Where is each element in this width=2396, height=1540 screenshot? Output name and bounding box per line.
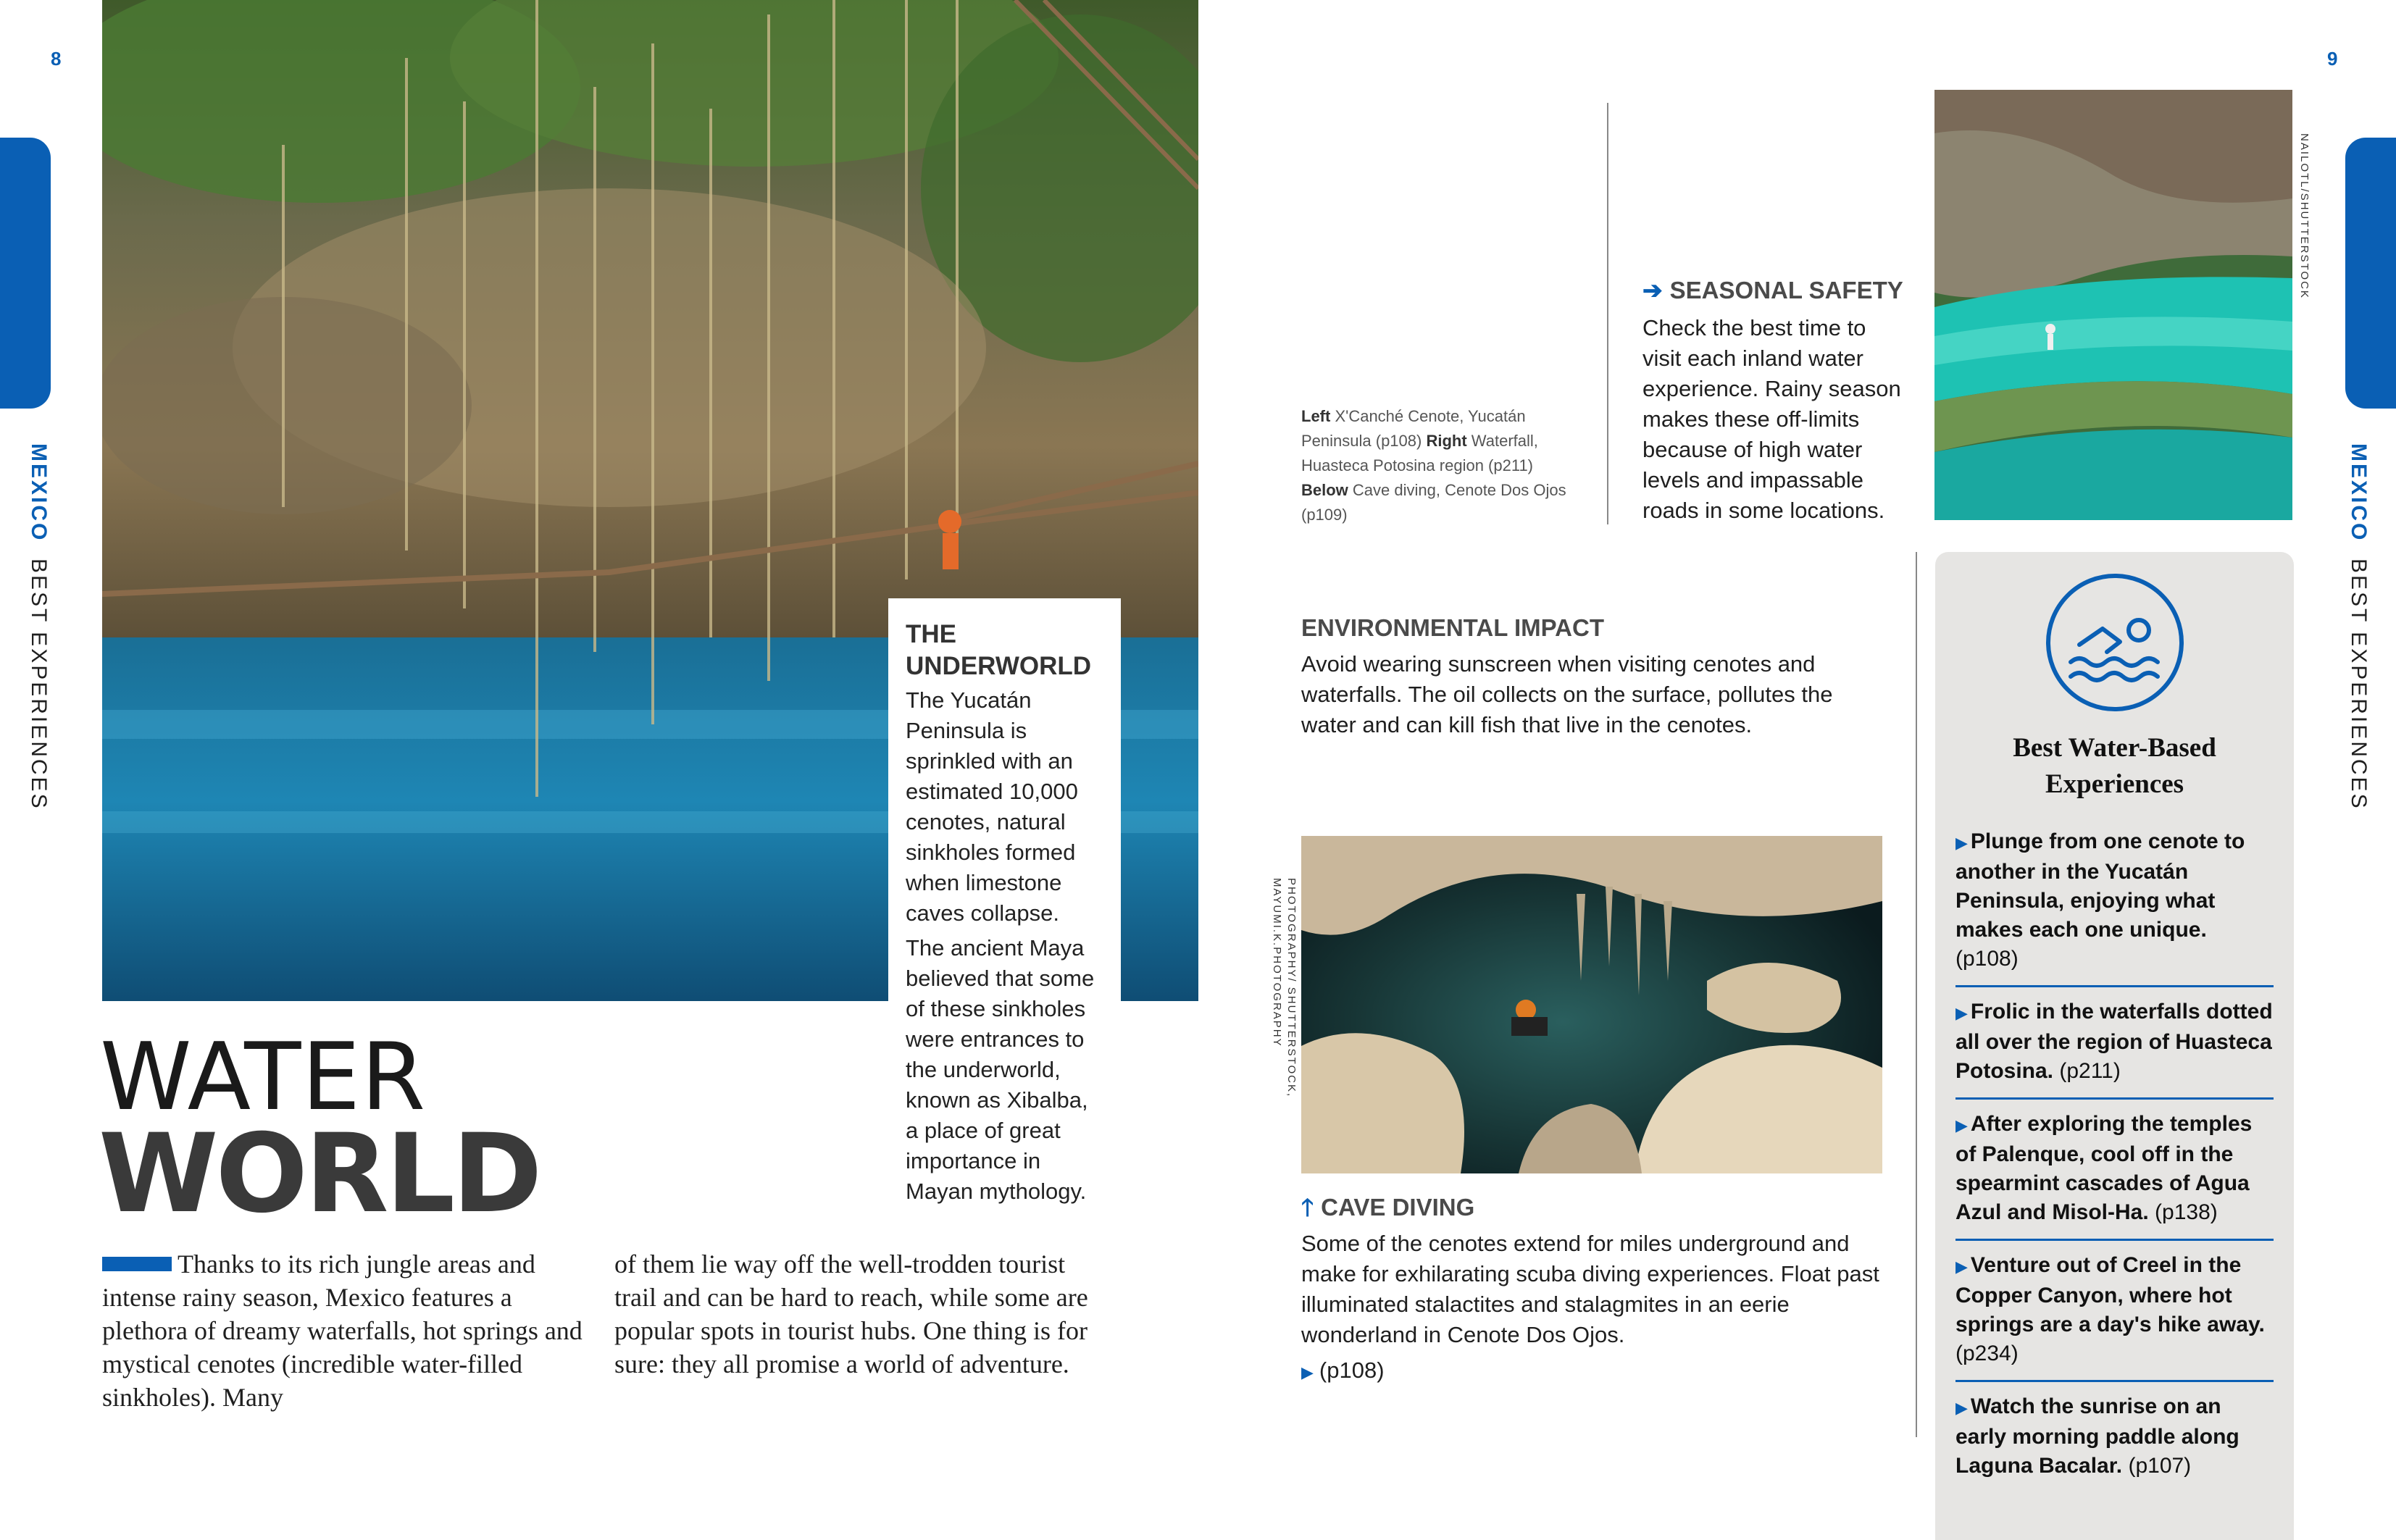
- sidebar-item-ref: (p138): [2155, 1200, 2218, 1224]
- caption-right-text: Waterfall, Huasteca Potosina region (p211): [1301, 432, 1538, 474]
- cave-diving-ref-text: (p108): [1319, 1357, 1385, 1383]
- sidebar-list-item: [1955, 1239, 2274, 1380]
- environmental-impact-title: ENVIRONMENTAL IMPACT: [1301, 614, 1604, 641]
- seasonal-safety-text: Check the best time to visit each inland water experience. Rainy season makes these off-limits because of high water levels and impassable roads in some locations.: [1642, 315, 1901, 523]
- environmental-impact-section: [1301, 613, 1881, 740]
- photo-credit-right: NAILOTL/SHUTTERSTOCK: [2298, 133, 2311, 299]
- pointer-triangle-icon: ▶: [1955, 1399, 1968, 1417]
- arrow-up-icon: 🡑: [1301, 1194, 1314, 1221]
- sidebar-item-text: Venture out of Creel in the Copper Canyon, where hot springs are a day's hike away.: [1955, 1253, 2265, 1336]
- sidebar-item-ref: (p107): [2128, 1454, 2192, 1478]
- seasonal-safety-title-text: SEASONAL SAFETY: [1669, 277, 1903, 304]
- intro-column-1: [102, 1247, 584, 1414]
- sidebar-list-item: [1955, 1097, 2274, 1239]
- intro-accent-bar: [102, 1257, 172, 1271]
- sidebar-item-ref: (p211): [2059, 1059, 2121, 1083]
- best-experiences-sidebar: [1935, 552, 2294, 1540]
- underworld-para-1: The Yucatán Peninsula is sprinkled with an estimated 10,000 cenotes, natural sinkholes formed when limestone caves collapse.: [906, 687, 1078, 926]
- divider-line-top: [1607, 103, 1608, 524]
- cave-diving-title: [1301, 1192, 1881, 1223]
- side-label-country-right: MEXICO: [2347, 443, 2371, 543]
- caption-below-label: Below: [1301, 481, 1348, 499]
- photo-caption: [1301, 404, 1577, 527]
- sidebar-list-item: [1955, 817, 2274, 985]
- headline-world: WORLD: [99, 1111, 540, 1237]
- side-label-country: MEXICO: [27, 443, 51, 543]
- seasonal-safety-title: [1642, 275, 1911, 306]
- sidebar-item-text: Plunge from one cenote to another in the Yucatán Peninsula, enjoying what makes each one unique.: [1955, 829, 2245, 942]
- left-side-tab: [0, 138, 51, 409]
- pointer-triangle-icon: ▶: [1955, 834, 1968, 852]
- caption-right-label: Right: [1426, 432, 1467, 450]
- seasonal-safety-section: [1642, 275, 1911, 526]
- page-number-right: 9: [2327, 48, 2338, 70]
- sidebar-item-text: Frolic in the waterfalls dotted all over the region of Huasteca Potosina.: [1955, 1000, 2273, 1083]
- cave-diving-text: Some of the cenotes extend for miles underground and make for exhilarating scuba diving experiences. Float past illuminated stalactites and stalagmites in an eerie wonderland in Cenote Dos Ojos.: [1301, 1231, 1879, 1347]
- pointer-triangle-icon: ▶: [1301, 1363, 1314, 1381]
- cave-diving-photo: [1301, 836, 1882, 1173]
- right-side-label: [2346, 443, 2371, 811]
- underworld-box: [888, 598, 1121, 1221]
- sidebar-item-text: Watch the sunrise on an early morning paddle along Laguna Bacalar.: [1955, 1394, 2240, 1478]
- arrow-right-icon: ➔: [1642, 277, 1663, 304]
- sidebar-list-item: [1955, 1380, 2274, 1492]
- underworld-para-2: The ancient Maya believed that some of these sinkholes were entrances to the underworld, known as Xibalba, a place of great importance in Mayan mythology.: [906, 935, 1095, 1204]
- photo-credit-left: PHOTOGRAPHY/ SHUTTERSTOCK, MAYUMI.K.PHOTOGRAPHY: [1271, 878, 1298, 1098]
- right-side-tab: [2345, 138, 2396, 409]
- caption-left-text: X'Canché Cenote, Yucatán Peninsula (p108): [1301, 407, 1526, 450]
- pointer-triangle-icon: ▶: [1955, 1116, 1968, 1134]
- page-number-left: 8: [51, 48, 62, 70]
- environmental-impact-text: Avoid wearing sunscreen when visiting cenotes and waterfalls. The oil collects on the surface, pollutes the water and can kill fish that live in the cenotes.: [1301, 651, 1833, 737]
- headline-water: WATER: [100, 1024, 427, 1131]
- underworld-title: THE UNDERWORLD: [906, 620, 1092, 680]
- sidebar-item-ref: (p108): [1955, 947, 2019, 971]
- intro-text-1: Thanks to its rich jungle areas and intense rainy season, Mexico features a plethora of dreamy waterfalls, hot springs and mystical cenotes (incredible water-filled sinkholes). Many: [102, 1250, 583, 1412]
- caption-below-text: Cave diving, Cenote Dos Ojos (p109): [1301, 481, 1566, 524]
- caption-left-label: Left: [1301, 407, 1331, 425]
- sidebar-title: Best Water-Based Experiences: [2013, 733, 2216, 799]
- pointer-triangle-icon: ▶: [1955, 1257, 1968, 1276]
- divider-line-bottom: [1916, 552, 1917, 1437]
- swimmer-icon: [2045, 572, 2185, 713]
- sidebar-list-item: [1955, 985, 2274, 1097]
- waterfall-photo: [1934, 90, 2292, 520]
- sidebar-item-ref: (p234): [1955, 1342, 2019, 1365]
- cave-diving-ref: [1301, 1357, 1881, 1384]
- left-side-label: [26, 443, 51, 811]
- cave-diving-section: [1301, 1192, 1881, 1384]
- pointer-triangle-icon: ▶: [1955, 1004, 1968, 1022]
- side-label-section: BEST EXPERIENCES: [27, 558, 51, 811]
- sidebar-list: [1955, 817, 2274, 1492]
- intro-column-2: of them lie way off the well-trodden tourist trail and can be hard to reach, while some are popular spots in tourist hubs. One thing is for sure: they all promise a world of adventure.: [614, 1250, 1088, 1378]
- cave-diving-title-text: CAVE DIVING: [1321, 1194, 1475, 1221]
- sidebar-item-text: After exploring the temples of Palenque, cool off in the spearmint cascades of Agua Azul and Misol-Ha.: [1955, 1112, 2253, 1224]
- side-label-section-right: BEST EXPERIENCES: [2347, 558, 2371, 811]
